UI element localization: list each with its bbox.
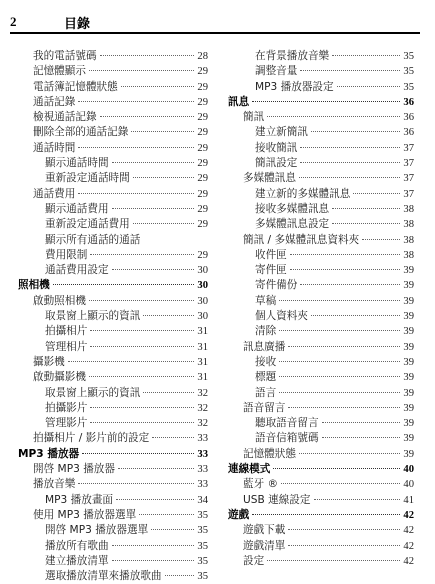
toc-entry-title: 開啓 MP3 播放器選單 xyxy=(45,524,149,537)
toc-chapter[interactable] xyxy=(228,508,414,523)
dot-leader xyxy=(290,269,401,270)
dot-leader xyxy=(112,162,195,163)
toc-entry[interactable] xyxy=(18,416,208,431)
toc-entry[interactable] xyxy=(228,141,414,156)
toc-page-number: 32 xyxy=(197,418,208,430)
toc-entry-title: 在背景播放音樂 xyxy=(255,50,330,62)
toc-page-number: 29 xyxy=(197,173,208,185)
toc-entry-title: 我的電話號碼 xyxy=(33,50,97,62)
toc-entry-title: 使用 MP3 播放器選單 xyxy=(33,508,137,521)
toc-entry[interactable] xyxy=(18,523,208,538)
toc-page-number: 33 xyxy=(197,479,208,491)
toc-entry[interactable] xyxy=(228,309,414,324)
toc-page-number: 28 xyxy=(197,51,208,62)
toc-entry[interactable] xyxy=(18,263,208,278)
toc-entry[interactable] xyxy=(228,401,414,416)
toc-entry-title: 寄件匣 xyxy=(255,264,287,277)
toc-entry[interactable] xyxy=(228,431,414,446)
toc-page-number: 33 xyxy=(197,448,208,460)
toc-page-number: 39 xyxy=(403,326,414,338)
toc-page-number: 36 xyxy=(403,112,414,124)
dot-leader xyxy=(133,177,195,178)
toc-entry[interactable] xyxy=(18,324,208,339)
dot-leader xyxy=(322,437,401,438)
toc-page-number: 42 xyxy=(403,525,414,537)
dot-leader xyxy=(90,422,194,423)
toc-entry-title: 拍攝相片 / 影片前的設定 xyxy=(33,432,150,445)
toc-entry[interactable] xyxy=(228,171,414,186)
dot-leader xyxy=(90,330,194,331)
toc-page-number: 39 xyxy=(403,356,414,368)
toc-page-number: 39 xyxy=(403,387,414,399)
dot-leader xyxy=(299,453,400,454)
toc-entry[interactable] xyxy=(228,187,414,202)
toc-column-left xyxy=(18,49,208,584)
toc-entry-title: 拍攝影片 xyxy=(45,401,88,414)
toc-entry[interactable] xyxy=(18,554,208,569)
dot-leader xyxy=(112,208,195,209)
toc-entry-title: 建立新的多媒體訊息 xyxy=(255,187,351,200)
toc-page-number: 29 xyxy=(197,158,208,170)
toc-entry-title: 刪除全部的通話記錄 xyxy=(33,126,129,139)
toc-entry[interactable] xyxy=(18,355,208,370)
dot-leader xyxy=(78,483,194,484)
dot-leader xyxy=(143,392,194,393)
toc-column-right xyxy=(228,49,414,569)
toc-entry[interactable] xyxy=(228,447,414,462)
toc-entry-title: 取景窗上顯示的資訊 xyxy=(45,386,141,399)
dot-leader xyxy=(90,254,194,255)
toc-entry[interactable] xyxy=(228,49,414,64)
toc-page-number: 39 xyxy=(403,448,414,460)
dot-leader xyxy=(68,361,195,362)
toc-page-number: 35 xyxy=(197,571,208,583)
toc-entry-title: 建立新簡訊 xyxy=(255,126,308,139)
toc-page-number: 29 xyxy=(197,81,208,93)
dot-leader xyxy=(112,545,195,546)
toc-entry[interactable] xyxy=(228,202,414,217)
toc-entry[interactable] xyxy=(18,431,208,446)
dot-leader xyxy=(300,162,400,163)
toc-entry-title: 清除 xyxy=(255,325,277,338)
dot-leader xyxy=(121,86,195,87)
toc-entry[interactable] xyxy=(228,64,414,79)
toc-entry-title: 啟動照相機 xyxy=(33,294,86,307)
toc-entry-title: 照相機 xyxy=(18,279,50,292)
toc-entry[interactable] xyxy=(228,386,414,401)
toc-entry[interactable] xyxy=(228,554,414,569)
toc-entry[interactable] xyxy=(18,508,208,523)
toc-page-number: 29 xyxy=(197,127,208,139)
toc-entry[interactable] xyxy=(18,569,208,584)
toc-entry[interactable] xyxy=(228,110,414,125)
toc-chapter[interactable] xyxy=(228,95,414,110)
toc-page-number: 32 xyxy=(197,387,208,399)
dot-leader xyxy=(100,55,195,56)
toc-entry-title: 多媒體訊息 xyxy=(243,172,296,185)
dot-leader xyxy=(279,376,400,377)
toc-page-number: 39 xyxy=(403,311,414,323)
toc-entry-title: 訊息廣播 xyxy=(243,340,286,353)
dot-leader xyxy=(78,147,194,148)
dot-leader xyxy=(78,101,194,102)
toc-page-number: 38 xyxy=(403,234,414,246)
dot-leader xyxy=(288,529,400,530)
dot-leader xyxy=(78,193,194,194)
page-number: 2 xyxy=(10,14,17,29)
toc-page-number: 30 xyxy=(197,280,208,292)
toc-page-number: 30 xyxy=(197,295,208,307)
toc-entry-title: 語言 xyxy=(255,386,277,399)
toc-page-number: 39 xyxy=(403,265,414,277)
toc-entry-title: 播放所有歌曲 xyxy=(45,539,109,552)
dot-leader xyxy=(165,575,195,576)
toc-entry-title: 語音信箱號碼 xyxy=(255,432,319,445)
page-title: 目錄 xyxy=(64,17,91,32)
dot-leader xyxy=(353,193,400,194)
toc-entry[interactable] xyxy=(228,80,414,95)
toc-entry-title: MP3 播放器 xyxy=(18,447,80,460)
toc-entry[interactable] xyxy=(228,263,414,278)
dot-leader xyxy=(89,300,194,301)
toc-entry[interactable] xyxy=(18,462,208,477)
toc-entry[interactable] xyxy=(228,233,414,248)
toc-entry-title: 建立播放清單 xyxy=(45,554,109,567)
toc-entry-title: 管理相片 xyxy=(45,340,88,353)
toc-page-number: 34 xyxy=(197,494,208,506)
toc-entry[interactable] xyxy=(228,416,414,431)
toc-entry[interactable] xyxy=(18,386,208,401)
toc-entry-title: 遊戲清單 xyxy=(243,539,286,552)
toc-entry[interactable] xyxy=(18,294,208,309)
toc-page-number: 33 xyxy=(197,464,208,476)
toc-page-number: 38 xyxy=(403,203,414,215)
toc-page-number: 39 xyxy=(403,372,414,384)
toc-chapter[interactable] xyxy=(228,462,414,477)
toc-page-number: 40 xyxy=(403,479,414,491)
dot-leader xyxy=(53,284,195,285)
toc-page-number: 42 xyxy=(403,540,414,552)
toc-entry[interactable] xyxy=(228,493,414,508)
toc-page-number: 29 xyxy=(197,66,208,78)
toc-entry-title: 播放音樂 xyxy=(33,478,76,491)
toc-entry[interactable] xyxy=(18,187,208,202)
dot-leader xyxy=(151,529,194,530)
toc-page-number: 32 xyxy=(197,402,208,414)
toc-entry-title: 接收多媒體訊息 xyxy=(255,202,330,215)
toc-entry[interactable] xyxy=(18,110,208,125)
dot-leader xyxy=(90,346,194,347)
toc-page-number: 39 xyxy=(403,402,414,414)
toc-entry-title: 開啓 MP3 播放器 xyxy=(33,463,115,476)
toc-entry-title: 拍攝相片 xyxy=(45,325,88,338)
dot-leader xyxy=(288,407,400,408)
dot-leader xyxy=(267,116,400,117)
toc-entry[interactable] xyxy=(18,156,208,171)
dot-leader xyxy=(131,131,194,132)
toc-entry-title: 顯示所有通話的通話 xyxy=(45,233,141,246)
dot-leader xyxy=(314,499,401,500)
toc-entry[interactable] xyxy=(18,141,208,156)
toc-page-number: 35 xyxy=(403,51,414,62)
toc-page-number: 29 xyxy=(197,188,208,200)
toc-entry[interactable] xyxy=(228,355,414,370)
toc-entry-title: 簡訊 / 多媒體訊息資料夾 xyxy=(243,233,360,246)
toc-entry[interactable] xyxy=(228,248,414,263)
dot-leader xyxy=(288,346,400,347)
toc-entry-title: 草稿 xyxy=(255,294,277,307)
dot-leader xyxy=(332,55,400,56)
toc-entry-title: 接收簡訊 xyxy=(255,141,298,154)
toc-entry[interactable] xyxy=(18,49,208,64)
toc-page-number: 42 xyxy=(403,555,414,567)
toc-entry[interactable] xyxy=(18,233,208,248)
toc-page-number: 35 xyxy=(197,509,208,521)
toc-entry-title: USB 連線設定 xyxy=(243,493,311,506)
toc-entry-title: 通話費用設定 xyxy=(45,264,109,277)
dot-leader xyxy=(311,315,400,316)
toc-entry-title: 重新設定通話費用 xyxy=(45,218,130,231)
dot-leader xyxy=(300,284,400,285)
toc-page-number: 35 xyxy=(197,555,208,567)
toc-entry[interactable] xyxy=(228,370,414,385)
toc-entry-title: 聽取語音留言 xyxy=(255,417,319,430)
toc-entry-title: 訊息 xyxy=(228,95,250,108)
toc-entry[interactable] xyxy=(228,477,414,492)
dot-leader xyxy=(116,499,194,500)
dot-leader xyxy=(362,239,400,240)
toc-entry-title: 簡訊 xyxy=(243,111,265,124)
toc-entry[interactable] xyxy=(18,493,208,508)
toc-entry-title: 收件匣 xyxy=(255,248,287,261)
toc-page-number: 29 xyxy=(197,96,208,108)
dot-leader xyxy=(322,422,401,423)
dot-leader xyxy=(279,300,400,301)
toc-entry-title: 遊戲下載 xyxy=(243,524,286,537)
toc-page-number: 29 xyxy=(197,142,208,154)
toc-page-number: 39 xyxy=(403,280,414,292)
toc-entry-title: 通話記錄 xyxy=(33,95,76,108)
toc-entry-title: 重新設定通話時間 xyxy=(45,172,130,185)
toc-entry[interactable] xyxy=(18,202,208,217)
toc-entry-title: 簡訊設定 xyxy=(255,157,298,170)
toc-page-number: 39 xyxy=(403,433,414,445)
toc-page-number: 35 xyxy=(197,540,208,552)
toc-page-number: 29 xyxy=(197,249,208,261)
toc-entry-title: 語音留言 xyxy=(243,401,286,414)
toc-chapter[interactable] xyxy=(18,278,208,293)
toc-entry-title: 顯示通話費用 xyxy=(45,202,109,215)
toc-entry[interactable] xyxy=(18,248,208,263)
toc-page-number: 35 xyxy=(403,81,414,93)
toc-entry-title: 通話時間 xyxy=(33,141,76,154)
toc-page-number: 39 xyxy=(403,418,414,430)
toc-page-number: 39 xyxy=(403,341,414,353)
dot-leader xyxy=(267,560,400,561)
toc-page-number: 38 xyxy=(403,249,414,261)
dot-leader xyxy=(279,392,400,393)
toc-entry[interactable] xyxy=(18,125,208,140)
dot-leader xyxy=(118,468,194,469)
dot-leader xyxy=(290,254,401,255)
toc-entry-title: 啟動攝影機 xyxy=(33,371,86,384)
toc-page-number: 30 xyxy=(197,311,208,323)
toc-entry[interactable] xyxy=(228,156,414,171)
toc-entry[interactable] xyxy=(18,309,208,324)
toc-page-number: 35 xyxy=(197,525,208,537)
toc-page-number: 29 xyxy=(197,219,208,231)
toc-page-number: 37 xyxy=(403,158,414,170)
toc-page-number: 30 xyxy=(197,265,208,277)
toc-entry-title: 記憶體顯示 xyxy=(33,65,86,78)
toc-entry-title: 記憶體狀態 xyxy=(243,447,296,460)
toc-page-number: 40 xyxy=(403,464,414,476)
toc-chapter[interactable] xyxy=(18,447,208,462)
toc-entry[interactable] xyxy=(228,539,414,554)
toc-entry-title: 管理影片 xyxy=(45,417,88,430)
dot-leader xyxy=(273,468,400,469)
toc-page-number: 31 xyxy=(197,341,208,353)
dot-leader xyxy=(112,269,195,270)
toc-entry-title: 個人資料夾 xyxy=(255,310,308,323)
toc-page-number: 37 xyxy=(403,173,414,185)
toc-entry[interactable] xyxy=(228,523,414,538)
toc-page-number: 31 xyxy=(197,326,208,338)
toc-page-number: 29 xyxy=(197,112,208,124)
dot-leader xyxy=(90,407,194,408)
toc-page-number: 31 xyxy=(197,356,208,368)
toc-entry[interactable] xyxy=(18,80,208,95)
toc-entry[interactable] xyxy=(18,539,208,554)
toc-entry[interactable] xyxy=(228,294,414,309)
toc-entry-title: 遊戲 xyxy=(228,508,250,521)
toc-page-number: 37 xyxy=(403,142,414,154)
toc-page-number: 29 xyxy=(197,203,208,215)
dot-leader xyxy=(299,177,400,178)
dot-leader xyxy=(143,315,194,316)
dot-leader xyxy=(300,147,400,148)
toc-page-number: 37 xyxy=(403,188,414,200)
dot-leader xyxy=(152,437,194,438)
toc-entry[interactable] xyxy=(18,171,208,186)
toc-entry-title: 攝影機 xyxy=(33,355,65,368)
toc-entry[interactable] xyxy=(18,401,208,416)
toc-entry-title: 取景窗上顯示的資訊 xyxy=(45,310,141,323)
toc-entry-title: 標題 xyxy=(255,371,277,384)
toc-entry-title: 多媒體訊息設定 xyxy=(255,218,330,231)
dot-leader xyxy=(139,514,194,515)
toc-entry-title: MP3 播放器設定 xyxy=(255,80,334,93)
toc-entry[interactable] xyxy=(18,95,208,110)
toc-entry-title: 通話費用 xyxy=(33,187,76,200)
dot-leader xyxy=(337,86,401,87)
dot-leader xyxy=(288,545,400,546)
dot-leader xyxy=(332,208,400,209)
toc-entry[interactable] xyxy=(228,324,414,339)
dot-leader xyxy=(281,483,400,484)
dot-leader xyxy=(279,361,400,362)
dot-leader xyxy=(112,560,195,561)
toc-entry-title: 顯示通話時間 xyxy=(45,157,109,170)
dot-leader xyxy=(133,223,195,224)
dot-leader xyxy=(332,223,400,224)
toc-page-number: 42 xyxy=(403,509,414,521)
toc-entry-title: 調整音量 xyxy=(255,65,298,78)
toc-entry-title: 連線模式 xyxy=(228,463,271,476)
dot-leader xyxy=(89,70,194,71)
toc-entry[interactable] xyxy=(18,217,208,232)
toc-page-number: 31 xyxy=(197,372,208,384)
dot-leader xyxy=(252,514,400,515)
dot-leader xyxy=(100,116,195,117)
dot-leader xyxy=(89,376,194,377)
toc-entry[interactable] xyxy=(18,64,208,79)
page-header xyxy=(10,12,420,34)
toc-entry-title: 費用限制 xyxy=(45,248,88,261)
toc-entry[interactable] xyxy=(228,278,414,293)
dot-leader xyxy=(279,330,400,331)
toc-page-number: 36 xyxy=(403,127,414,139)
toc-page-number: 41 xyxy=(403,494,414,506)
toc-entry[interactable] xyxy=(228,217,414,232)
dot-leader xyxy=(300,70,400,71)
dot-leader xyxy=(82,453,194,454)
toc-entry-title: 設定 xyxy=(243,554,265,567)
toc-page-number: 38 xyxy=(403,219,414,231)
toc-page-number: 36 xyxy=(403,96,414,108)
toc-entry-title: 檢視通話記錄 xyxy=(33,111,97,124)
toc-entry-title: 寄件備份 xyxy=(255,279,298,292)
toc-page-number: 35 xyxy=(403,66,414,78)
toc-entry[interactable] xyxy=(18,340,208,355)
toc-entry-title: 接收 xyxy=(255,355,277,368)
toc-entry-title: MP3 播放畫面 xyxy=(45,493,114,506)
toc-page-number: 33 xyxy=(197,433,208,445)
toc-entry-title: 選取播放清單來播放歌曲 xyxy=(45,570,162,583)
toc-entry-title: 藍牙 ® xyxy=(243,478,279,491)
dot-leader xyxy=(252,101,400,102)
toc-entry[interactable] xyxy=(18,477,208,492)
dot-leader xyxy=(311,131,400,132)
toc-page-number: 39 xyxy=(403,295,414,307)
toc-entry-title: 電話簿記憶體狀態 xyxy=(33,80,118,93)
toc-entry[interactable] xyxy=(18,370,208,385)
toc-entry[interactable] xyxy=(228,125,414,140)
toc-entry[interactable] xyxy=(228,340,414,355)
